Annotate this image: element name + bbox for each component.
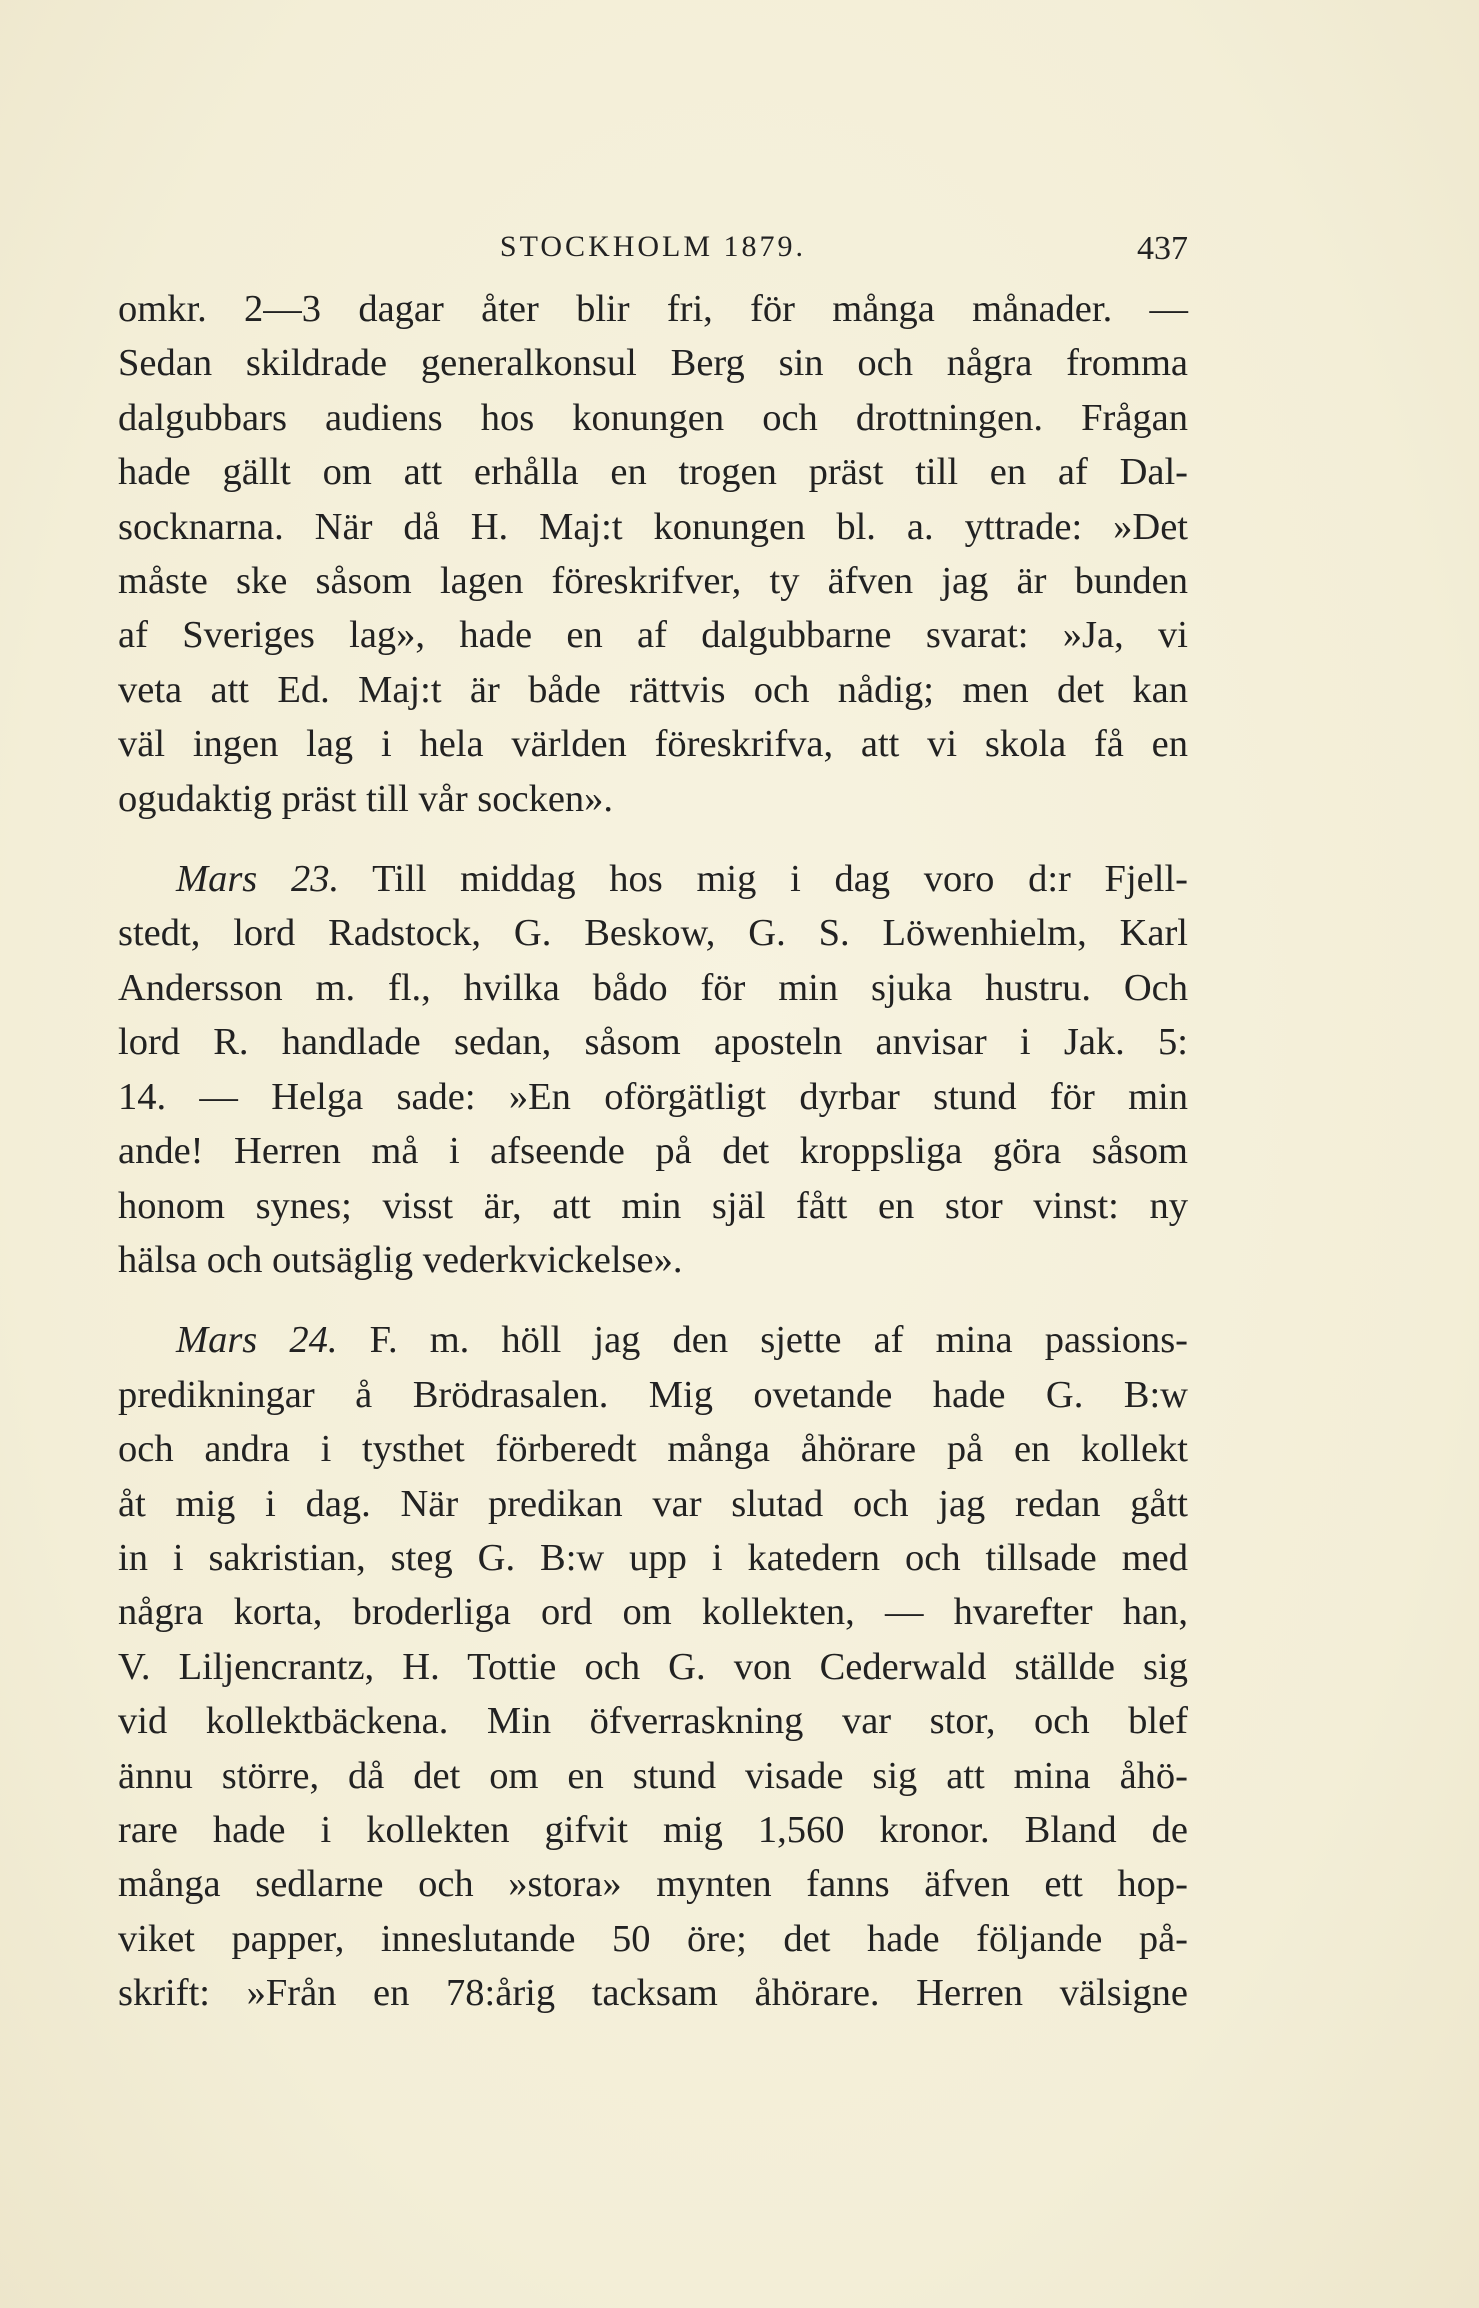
- page-number: 437: [1137, 230, 1188, 267]
- text-line: 14. — Helga sade: »En oförgätligt dyrbar stund för min: [118, 1075, 1188, 1118]
- text-line: ogudaktig präst till vår socken».: [118, 777, 614, 820]
- entry-date: Mars 23.: [176, 858, 340, 901]
- text-line: af Sveriges lag», hade en af dalgubbarne svarat: »Ja, vi: [118, 614, 1188, 657]
- paragraph-1: [118, 282, 1188, 826]
- text-line: hälsa och outsäglig vederkvickelse».: [118, 1238, 683, 1281]
- text-line: [118, 852, 1188, 906]
- text-line: Sedan skildrade generalkonsul Berg sin och några fromma: [118, 342, 1188, 385]
- entry-text: Till middag hos mig i dag voro d:r Fjell-: [372, 858, 1188, 901]
- paragraph-mars-23: [118, 852, 1188, 1287]
- entry-text: F. m. höll jag den sjette af mina passions-: [369, 1319, 1188, 1362]
- text-line: vid kollektbäckena. Min öfverraskning var stor, och blef: [118, 1700, 1188, 1743]
- text-line: många sedlarne och »stora» mynten fanns äfven ett hop-: [118, 1863, 1188, 1906]
- text-line: stedt, lord Radstock, G. Beskow, G. S. Löwenhielm, Karl: [118, 912, 1188, 955]
- text-line: lord R. handlade sedan, såsom aposteln anvisar i Jak. 5:: [118, 1021, 1188, 1064]
- text-line: hade gällt om att erhålla en trogen präst till en af Dal-: [118, 451, 1188, 494]
- text-line: predikningar å Brödrasalen. Mig ovetande hade G. B:w: [118, 1373, 1188, 1416]
- text-line: rare hade i kollekten gifvit mig 1,560 kronor. Bland de: [118, 1808, 1188, 1851]
- text-line: åt mig i dag. När predikan var slutad och jag redan gått: [118, 1482, 1188, 1525]
- text-line: måste ske såsom lagen föreskrifver, ty äfven jag är bunden: [118, 560, 1188, 603]
- text-line: ännu större, då det om en stund visade sig att mina åhö-: [118, 1754, 1188, 1797]
- text-line: veta att Ed. Maj:t är både rättvis och nådig; men det kan: [118, 668, 1188, 711]
- text-line: väl ingen lag i hela världen föreskrifva, att vi skola få en: [118, 723, 1188, 766]
- text-line: in i sakristian, steg G. B:w upp i katedern och tillsade med: [118, 1536, 1188, 1579]
- text-line: Andersson m. fl., hvilka bådo för min sjuka hustru. Och: [118, 966, 1188, 1009]
- text-line: viket papper, inneslutande 50 öre; det hade följande på-: [118, 1917, 1188, 1960]
- text-line: honom synes; visst är, att min själ fått en stor vinst: ny: [118, 1184, 1188, 1227]
- page-header: [118, 222, 1188, 272]
- text-line: omkr. 2—3 dagar åter blir fri, för många månader. —: [118, 288, 1188, 330]
- text-line: och andra i tysthet förberedt många åhörare på en kollekt: [118, 1428, 1188, 1471]
- text-line: V. Liljencrantz, H. Tottie och G. von Cederwald ställde sig: [118, 1645, 1188, 1688]
- text-line: ande! Herren må i afseende på det kroppsliga göra såsom: [118, 1130, 1188, 1173]
- running-head: STOCKHOLM 1879.: [499, 230, 807, 263]
- text-line: några korta, broderliga ord om kollekten, — hvarefter han,: [118, 1591, 1188, 1634]
- text-line: [118, 1313, 1188, 1367]
- text-line: socknarna. När då H. Maj:t konungen bl. a. yttrade: »Det: [118, 505, 1188, 548]
- body-text: [118, 282, 1188, 2021]
- text-line: dalgubbars audiens hos konungen och drottningen. Frågan: [118, 396, 1188, 439]
- entry-date: Mars 24.: [176, 1319, 338, 1362]
- paragraph-mars-24: [118, 1313, 1188, 2020]
- text-line: skrift: »Från en 78:årig tacksam åhörare. Herren välsigne: [118, 1972, 1188, 2015]
